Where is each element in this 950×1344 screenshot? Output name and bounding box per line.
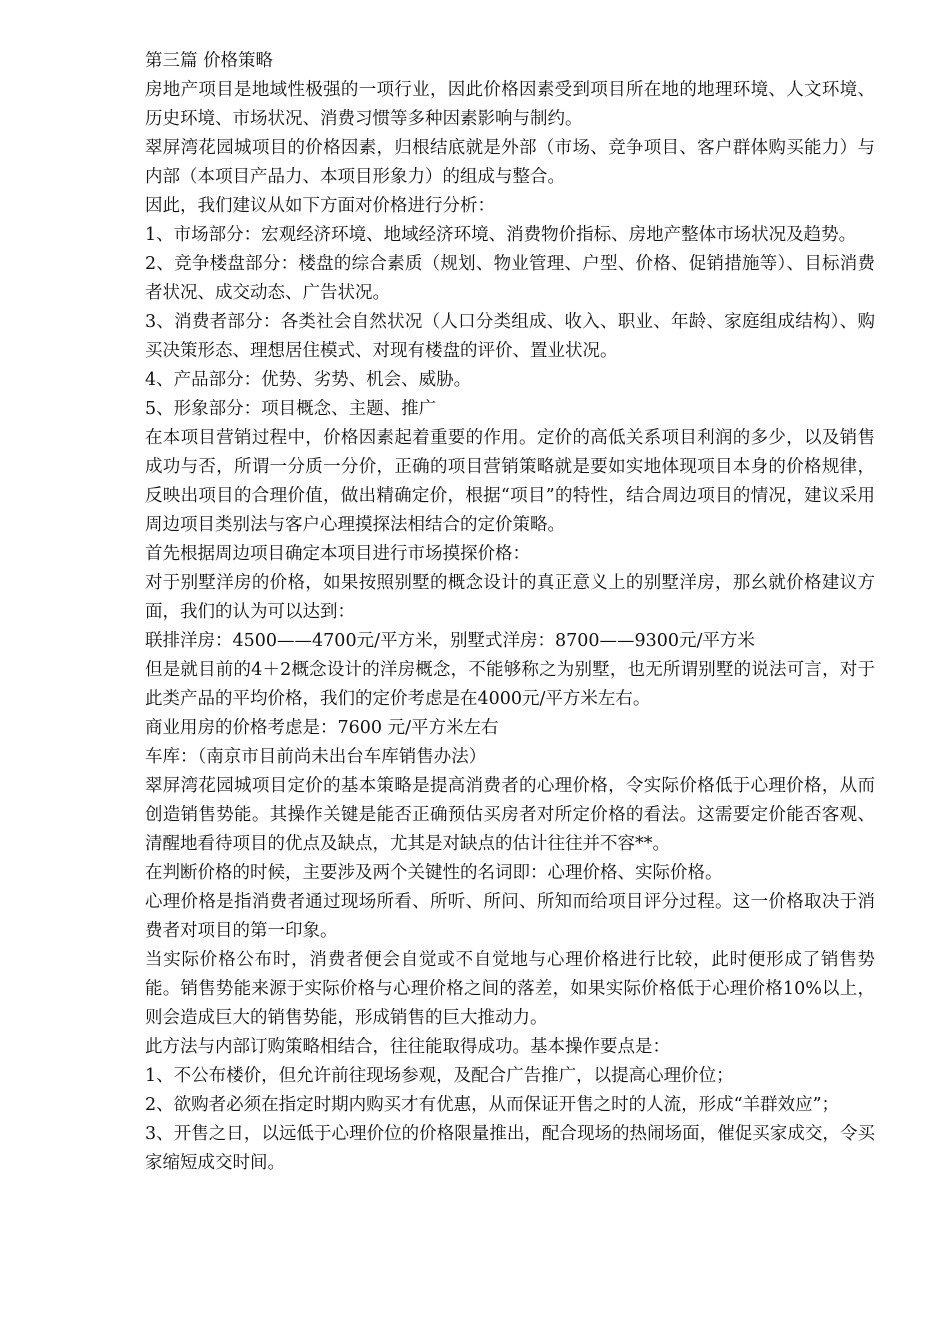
paragraph-pricing-strategy: 在本项目营销过程中，价格因素起着重要的作用。定价的高低关系项目利润的多少，以及销售成功与否，所谓一分质一分价，正确的项目营销策略就是要如实地体现项目本身的价格规律，反映出项目的合理价值，做出精确定价，根据“项目”的特性，结合周边项目的情况，建议采用周边项目类别法与客户心理摸探法相结合的定价策略。 bbox=[145, 428, 875, 535]
list-item-image: 5、形象部分：项目概念、主题、推广 bbox=[145, 399, 437, 419]
paragraph-intro: 房地产项目是地域性极强的一项行业，因此价格因素受到项目所在地的地理环境、人文环境、历史环境、市场状况、消费习惯等多种因素影响与制约。 bbox=[145, 80, 875, 129]
paragraph-basic-strategy: 翠屏湾花园城项目定价的基本策略是提高消费者的心理价格，令实际价格低于心理价格，从而创造销售势能。其操作关键是能否正确预估买房者对所定价格的看法。这需要定价能否客观、清醒地看待项目的优点及缺点，尤其是对缺点的估计往往并不容**。 bbox=[145, 776, 875, 854]
list-item-point-1: 1、不公布楼价，但允许前往现场参观，及配合广告推广，以提高心理价位； bbox=[145, 1066, 734, 1086]
paragraph-price-ranges: 联排洋房：4500——4700元/平方米，别墅式洋房：8700——9300元/平方米 bbox=[145, 631, 755, 651]
list-item-point-2: 2、欲购者必须在指定时期内购买才有优惠，从而保证开售之时的人流，形成“羊群效应”； bbox=[145, 1095, 840, 1115]
list-item-consumer: 3、消费者部分：各类社会自然状况（人口分类组成、收入、职业、年龄、家庭组成结构）、购买决策形态、理想居住模式、对现有楼盘的评价、置业状况。 bbox=[145, 312, 875, 361]
paragraph-garage: 车库：（南京市目前尚未出台车库销售办法） bbox=[145, 747, 487, 767]
paragraph-analysis-lead: 因此，我们建议从如下方面对价格进行分析： bbox=[145, 196, 495, 216]
list-item-point-3: 3、开售之日，以远低于心理价位的价格限量推出，配合现场的热闹场面，催促买家成交，令买家缩短成交时间。 bbox=[145, 1124, 875, 1173]
paragraph-market-probe: 首先根据周边项目确定本项目进行市场摸探价格： bbox=[145, 544, 530, 564]
paragraph-psychological-price: 心理价格是指消费者通过现场所看、所听、所问、所知而给项目评分过程。这一价格取决于消费者对项目的第一印象。 bbox=[145, 892, 875, 941]
document-body bbox=[145, 47, 875, 1178]
paragraph-key-terms: 在判断价格的时候，主要涉及两个关键性的名词即：心理价格、实际价格。 bbox=[145, 863, 723, 883]
paragraph-commercial-price: 商业用房的价格考虑是：7600 元/平方米左右 bbox=[145, 718, 499, 738]
section-title: 第三篇 价格策略 bbox=[145, 51, 274, 71]
list-item-competition: 2、竞争楼盘部分：楼盘的综合素质（规划、物业管理、户型、价格、促销措施等）、目标消费者状况、成交动态、广告状况。 bbox=[145, 254, 875, 303]
paragraph-average-price: 但是就目前的4＋2概念设计的洋房概念，不能够称之为别墅，也无所谓别墅的说法可言，对于此类产品的平均价格，我们的定价考虑是在4000元/平方米左右。 bbox=[145, 660, 875, 709]
paragraph-price-factors: 翠屏湾花园城项目的价格因素，归根结底就是外部（市场、竞争项目、客户群体购买能力）与内部（本项目产品力、本项目形象力）的组成与整合。 bbox=[145, 138, 875, 187]
list-item-market: 1、市场部分：宏观经济环境、地域经济环境、消费物价指标、房地产整体市场状况及趋势。 bbox=[145, 225, 857, 245]
paragraph-method-points: 此方法与内部订购策略相结合，往往能取得成功。基本操作要点是： bbox=[145, 1037, 670, 1057]
paragraph-sales-momentum: 当实际价格公布时，消费者便会自觉或不自觉地与心理价格进行比较，此时便形成了销售势能。销售势能来源于实际价格与心理价格之间的落差，如果实际价格低于心理价格10%以上，则会造成巨大的销售势能，形成销售的巨大推动力。 bbox=[145, 950, 875, 1028]
list-item-product: 4、产品部分：优势、劣势、机会、威胁。 bbox=[145, 370, 472, 390]
paragraph-villa-price: 对于别墅洋房的价格，如果按照别墅的概念设计的真正意义上的别墅洋房，那幺就价格建议方面，我们的认为可以达到： bbox=[145, 573, 875, 622]
